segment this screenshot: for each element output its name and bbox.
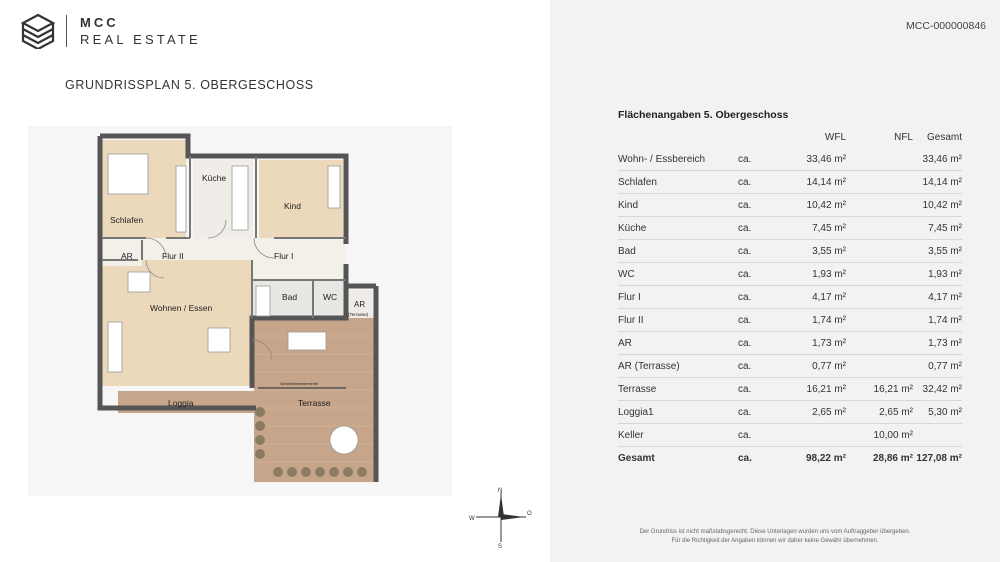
- sliding-door-label: Schiebetürenelemente: [280, 382, 318, 386]
- cell-label: Flur I: [618, 286, 738, 309]
- room-label-kueche: Küche: [202, 173, 227, 183]
- room-label-wc: WC: [323, 292, 338, 302]
- cell-ca: ca.: [738, 148, 778, 171]
- cell-label: Schlafen: [618, 171, 738, 194]
- cell-nfl: 2,65 m²: [846, 401, 913, 424]
- cell-gesamt: 1,93 m²: [913, 263, 962, 286]
- wohnen-floor: [102, 258, 252, 386]
- area-table: [618, 126, 962, 469]
- cell-label: Bad: [618, 240, 738, 263]
- cell-wfl: 2,65 m²: [778, 401, 846, 424]
- cell-wfl: 1,93 m²: [778, 263, 846, 286]
- header-wfl: WFL: [824, 131, 846, 143]
- table-row: [618, 240, 962, 263]
- table-row: [618, 263, 962, 286]
- cell-gesamt: 14,14 m²: [913, 171, 962, 194]
- room-label-kind: Kind: [284, 201, 302, 211]
- area-table-title: Flächenangaben 5. Obergeschoss: [618, 109, 789, 121]
- cell-wfl: [778, 424, 846, 447]
- cell-nfl: [846, 240, 913, 263]
- room-label-flur1: Flur I: [274, 251, 294, 261]
- cell-wfl: 1,74 m²: [778, 309, 846, 332]
- cell-nfl: 16,21 m²: [846, 378, 913, 401]
- cell-nfl: [846, 263, 913, 286]
- total-ca: ca.: [738, 452, 752, 464]
- header-ca: [738, 126, 778, 148]
- cell-gesamt: 33,46 m²: [913, 148, 962, 171]
- cell-ca: ca.: [738, 240, 778, 263]
- plan-title: GRUNDRISSPLAN 5. OBERGESCHOSS: [65, 78, 314, 92]
- brand-name: MCC: [80, 15, 119, 30]
- cell-label: Flur II: [618, 309, 738, 332]
- room-label-ar-terrasse: AR: [354, 300, 366, 309]
- cell-label: Wohn- / Essbereich: [618, 148, 738, 171]
- cell-label: AR: [618, 332, 738, 355]
- compass-s: S: [498, 544, 503, 550]
- table-row: [618, 194, 962, 217]
- cell-wfl: 7,45 m²: [778, 217, 846, 240]
- room-label-ar-terrasse-sub: (Terrasse): [348, 312, 369, 317]
- compass-o: O: [527, 511, 532, 517]
- cell-gesamt: 4,17 m²: [913, 286, 962, 309]
- disclaimer: [560, 528, 990, 546]
- table-row: [618, 148, 962, 171]
- disclaimer-line2: Für die Richtigkeit der Angaben können wir daher keine Gewähr übernehmen.: [671, 538, 879, 544]
- header-label: [618, 126, 738, 148]
- flur1-floor: [252, 260, 346, 280]
- document-ref: MCC-000000846: [906, 20, 986, 32]
- cell-gesamt: 32,42 m²: [913, 378, 962, 401]
- room-label-flur2: Flur II: [162, 251, 184, 261]
- table-row: [618, 401, 962, 424]
- cell-gesamt: 0,77 m²: [913, 355, 962, 378]
- table-row: [618, 217, 962, 240]
- cell-gesamt: 1,73 m²: [913, 332, 962, 355]
- disclaimer-line1: Der Grundriss ist nicht maßstabsgerecht. Diese Unterlagen wurden uns vom Auftraggeber übergeben.: [639, 529, 911, 535]
- brand-subtitle: REAL ESTATE: [80, 32, 201, 47]
- cell-wfl: 14,14 m²: [778, 171, 846, 194]
- cell-wfl: 1,73 m²: [778, 332, 846, 355]
- cell-ca: ca.: [738, 355, 778, 378]
- cell-wfl: 16,21 m²: [778, 378, 846, 401]
- table-row: [618, 378, 962, 401]
- compass-rose-icon: [468, 484, 534, 550]
- double-bed: [108, 154, 148, 194]
- cell-label: Loggia1: [618, 401, 738, 424]
- cell-gesamt: 3,55 m²: [913, 240, 962, 263]
- cell-ca: ca.: [738, 286, 778, 309]
- kitchen-counter: [232, 166, 248, 230]
- cell-gesamt: 7,45 m²: [913, 217, 962, 240]
- cell-label: Kind: [618, 194, 738, 217]
- cell-nfl: [846, 171, 913, 194]
- cell-ca: ca.: [738, 401, 778, 424]
- dining-table: [208, 328, 230, 352]
- compass-w: W: [469, 516, 475, 522]
- table-row: [618, 171, 962, 194]
- cell-ca: ca.: [738, 309, 778, 332]
- cell-ca: ca.: [738, 332, 778, 355]
- cell-gesamt: [913, 424, 962, 447]
- cell-nfl: [846, 332, 913, 355]
- cell-label: WC: [618, 263, 738, 286]
- total-nfl: 28,86 m²: [872, 452, 913, 464]
- armchair: [128, 272, 150, 292]
- total-label: Gesamt: [618, 452, 655, 464]
- table-row: [618, 355, 962, 378]
- lounge-sofa: [288, 332, 326, 350]
- wardrobe: [176, 166, 186, 232]
- table-row: [618, 424, 962, 447]
- cell-label: Terrasse: [618, 378, 738, 401]
- room-label-bad: Bad: [282, 292, 298, 302]
- cell-gesamt: 10,42 m²: [913, 194, 962, 217]
- room-label-schlafen: Schlafen: [110, 215, 144, 225]
- room-label-wohnen: Wohnen / Essen: [150, 303, 213, 313]
- header-nfl: NFL: [894, 131, 913, 143]
- room-label-terrasse: Terrasse: [298, 398, 331, 408]
- cell-nfl: [846, 217, 913, 240]
- cell-ca: ca.: [738, 378, 778, 401]
- area-total-row: [618, 447, 962, 470]
- table-row: [618, 332, 962, 355]
- cell-nfl: [846, 194, 913, 217]
- cell-nfl: [846, 309, 913, 332]
- bathtub: [256, 286, 270, 316]
- room-label-loggia: Loggia: [168, 398, 194, 408]
- cell-label: AR (Terrasse): [618, 355, 738, 378]
- cell-nfl: [846, 286, 913, 309]
- cell-gesamt: 1,74 m²: [913, 309, 962, 332]
- cell-wfl: 33,46 m²: [778, 148, 846, 171]
- floorplan: [28, 126, 452, 496]
- cell-nfl: 10,00 m²: [846, 424, 913, 447]
- cell-ca: ca.: [738, 424, 778, 447]
- total-gesamt: 127,08 m²: [916, 452, 962, 464]
- table-row: [618, 286, 962, 309]
- total-wfl: 98,22 m²: [805, 452, 846, 464]
- stacked-cube-icon: [20, 13, 56, 49]
- cell-wfl: 10,42 m²: [778, 194, 846, 217]
- cell-label: Keller: [618, 424, 738, 447]
- logo-divider: [66, 15, 67, 47]
- cell-wfl: 3,55 m²: [778, 240, 846, 263]
- table-row: [618, 309, 962, 332]
- sofa: [108, 322, 122, 372]
- compass-n: N: [498, 488, 503, 494]
- area-table-header: [618, 126, 962, 148]
- cell-nfl: [846, 355, 913, 378]
- cell-ca: ca.: [738, 217, 778, 240]
- cell-gesamt: 5,30 m²: [913, 401, 962, 424]
- room-label-ar: AR: [121, 251, 133, 261]
- cell-nfl: [846, 148, 913, 171]
- cell-wfl: 4,17 m²: [778, 286, 846, 309]
- cell-wfl: 0,77 m²: [778, 355, 846, 378]
- umbrella-table: [330, 426, 358, 454]
- cell-label: Küche: [618, 217, 738, 240]
- kids-bed: [328, 166, 340, 208]
- cell-ca: ca.: [738, 263, 778, 286]
- area-table-body: [618, 148, 962, 469]
- cell-ca: ca.: [738, 194, 778, 217]
- header-gesamt: Gesamt: [926, 131, 962, 143]
- cell-ca: ca.: [738, 171, 778, 194]
